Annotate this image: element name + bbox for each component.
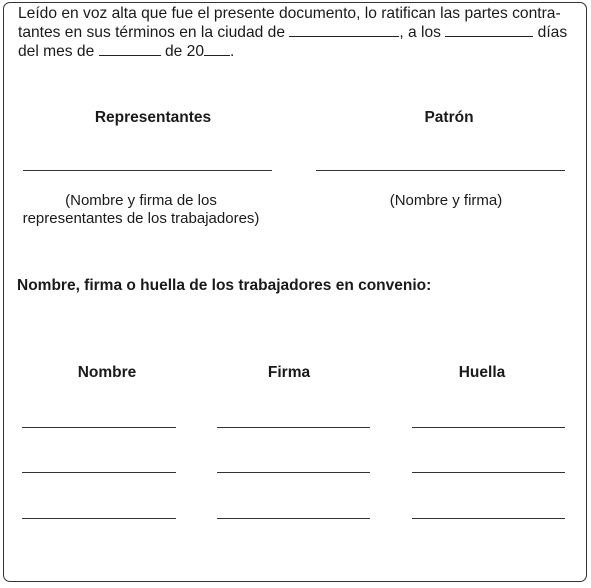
column-header-nombre: Nombre bbox=[77, 364, 137, 381]
worker-1-signature-line[interactable] bbox=[217, 427, 370, 428]
intro-line-3-end: . bbox=[230, 43, 235, 60]
worker-2-fingerprint-line[interactable] bbox=[412, 472, 565, 473]
worker-2-name-line[interactable] bbox=[22, 472, 176, 473]
worker-1-name-line[interactable] bbox=[22, 427, 176, 428]
worker-3-name-line[interactable] bbox=[22, 518, 176, 519]
worker-1-fingerprint-line[interactable] bbox=[412, 427, 565, 428]
day-blank[interactable] bbox=[445, 24, 533, 37]
worker-2-signature-line[interactable] bbox=[217, 472, 370, 473]
column-header-firma: Firma bbox=[267, 364, 311, 381]
intro-line-2-mid: , a los bbox=[399, 24, 441, 41]
representantes-signature-line[interactable] bbox=[23, 170, 272, 171]
intro-line-1: Leído en voz alta que fue el presente documento, lo ratifican las partes contra- bbox=[18, 5, 561, 22]
patron-caption: (Nombre y firma) bbox=[389, 192, 503, 209]
patron-heading: Patrón bbox=[424, 109, 474, 126]
city-blank[interactable] bbox=[289, 24, 399, 37]
worker-3-fingerprint-line[interactable] bbox=[412, 518, 565, 519]
intro-line-2-start: tantes en sus términos en la ciudad de bbox=[18, 24, 285, 41]
representantes-heading: Representantes bbox=[94, 109, 212, 126]
representantes-caption: (Nombre y firma de los representantes de los trabajadores) bbox=[22, 192, 260, 227]
intro-line-2-end: días bbox=[537, 24, 568, 41]
ratification-paragraph bbox=[18, 4, 578, 61]
intro-line-3-start: del mes de bbox=[18, 43, 95, 60]
intro-line-3-mid: de 20 bbox=[164, 43, 204, 60]
month-blank[interactable] bbox=[99, 43, 161, 56]
worker-3-signature-line[interactable] bbox=[217, 518, 370, 519]
column-header-huella: Huella bbox=[458, 364, 506, 381]
workers-section-title: Nombre, firma o huella de los trabajadores en convenio: bbox=[17, 277, 432, 294]
year-blank[interactable] bbox=[204, 43, 230, 56]
patron-signature-line[interactable] bbox=[316, 170, 565, 171]
